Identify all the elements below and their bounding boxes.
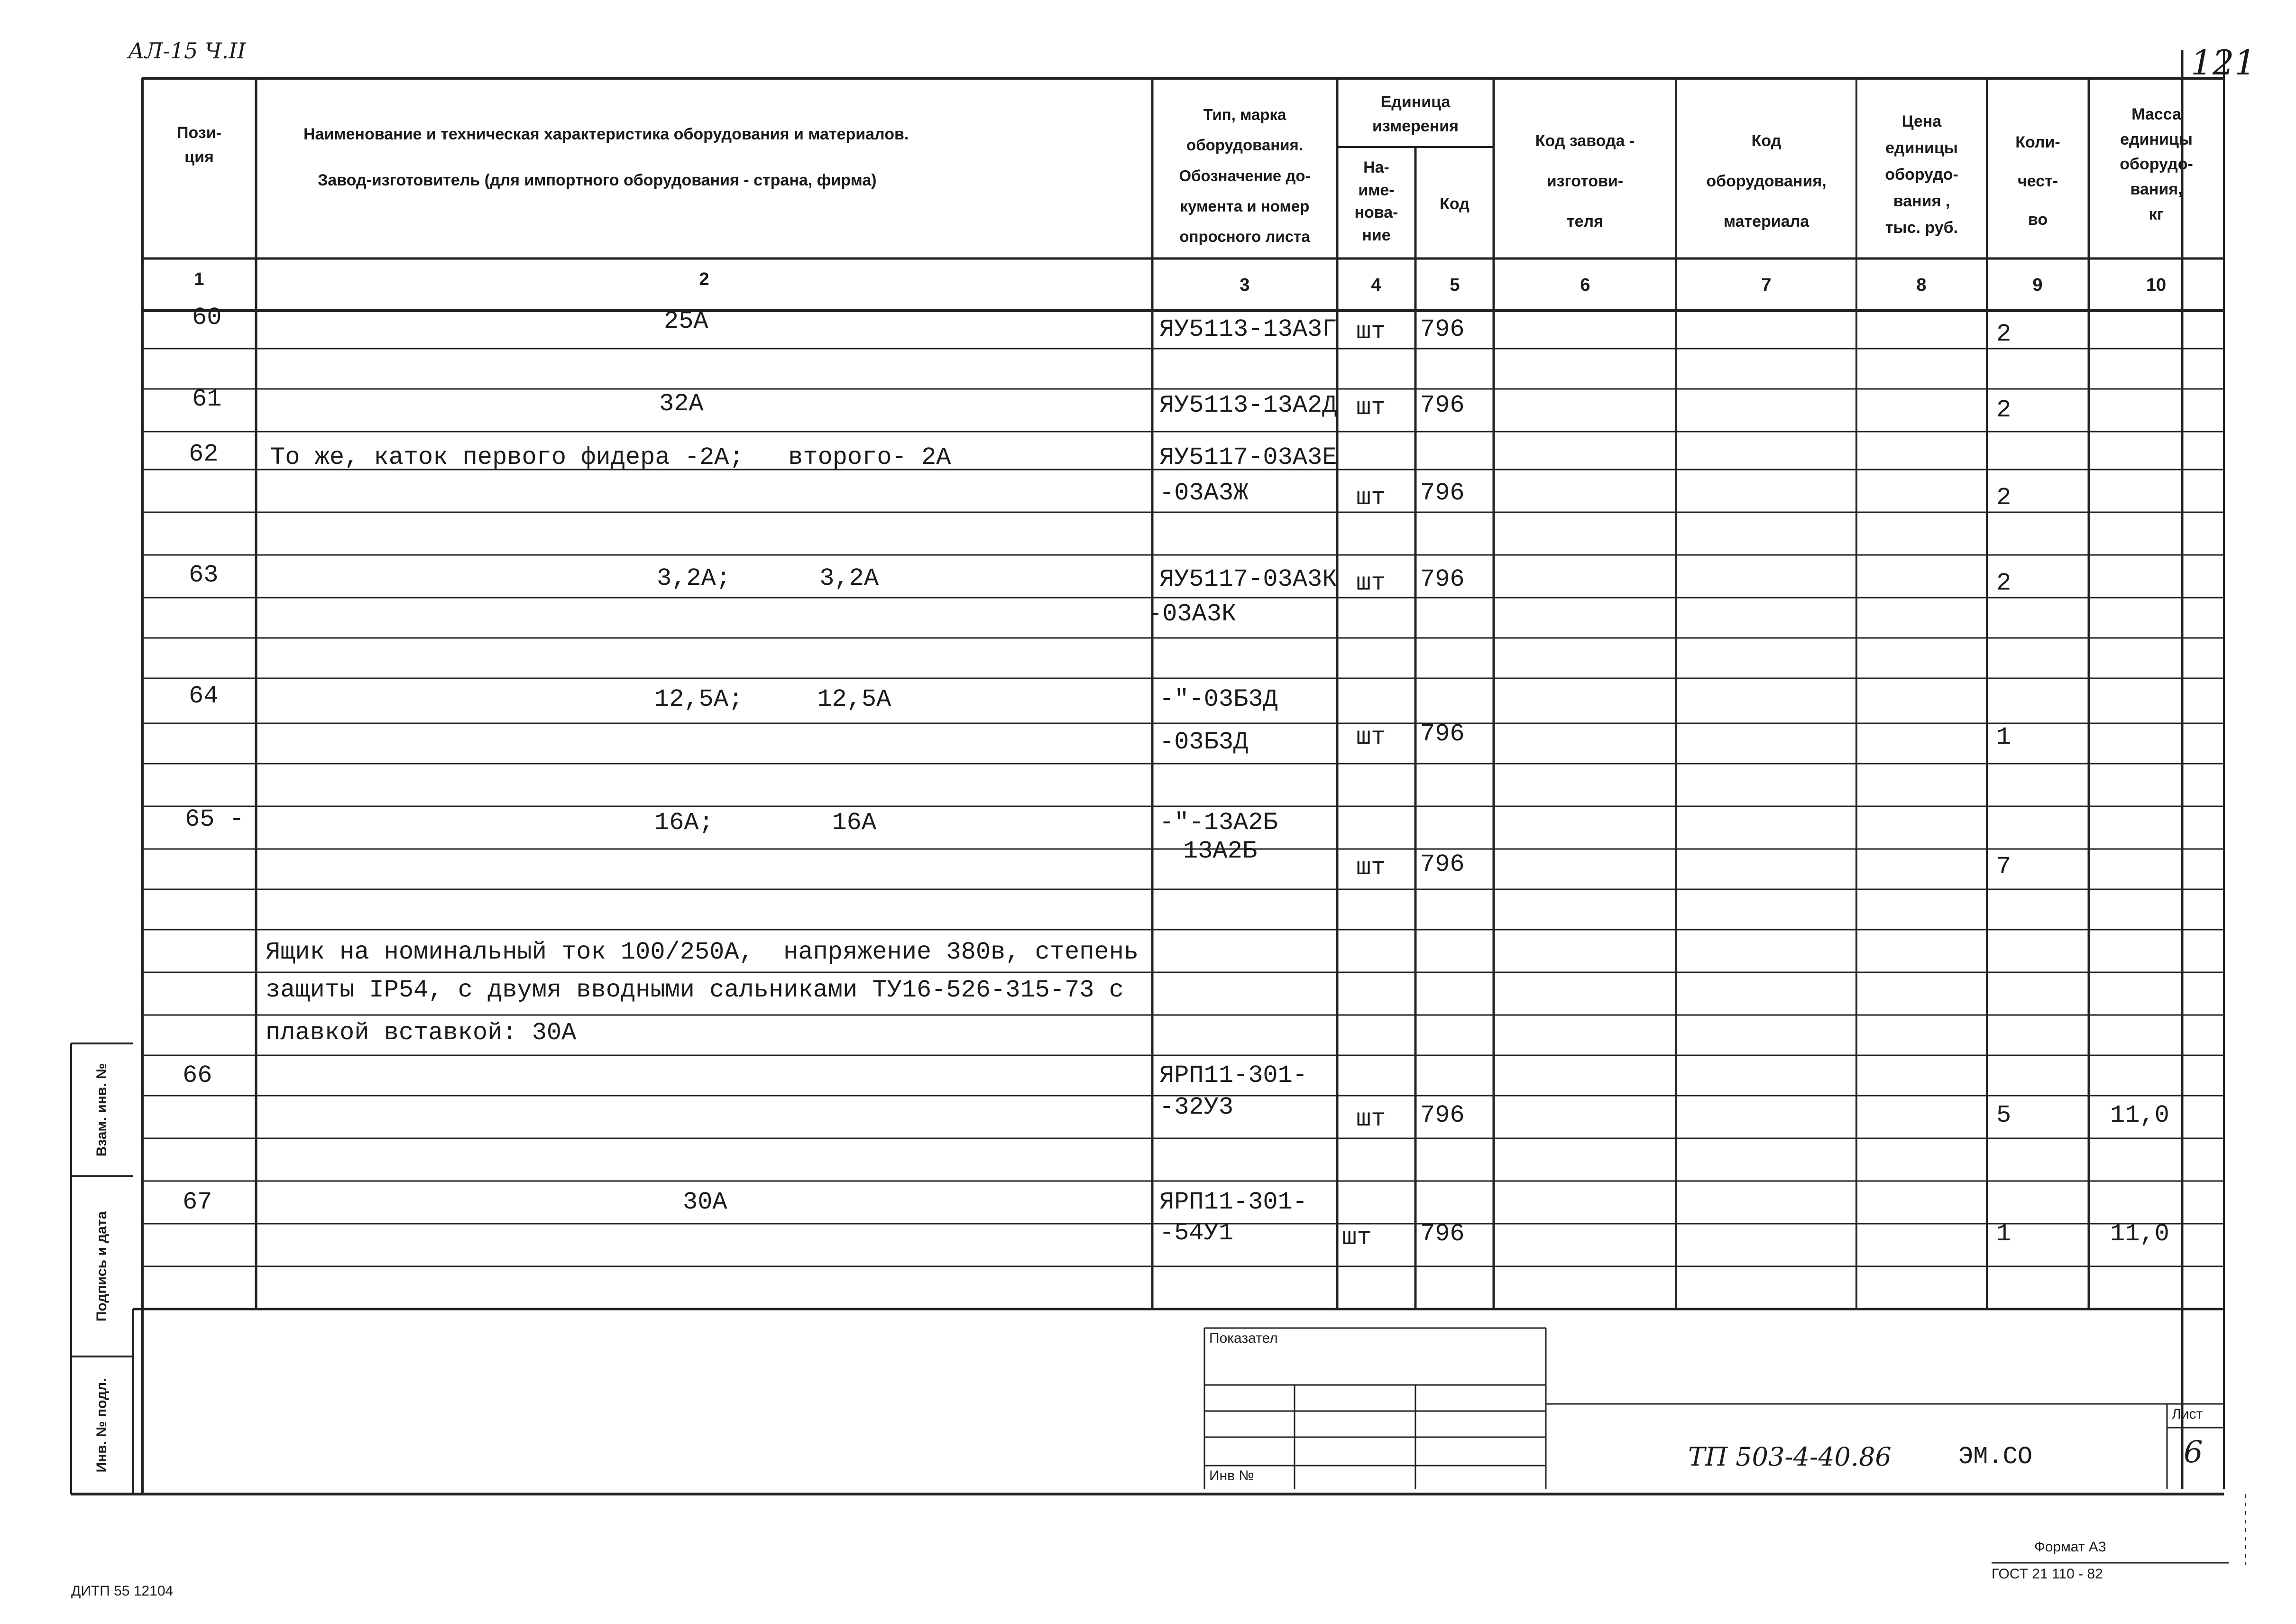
row-code: 796 xyxy=(1420,720,1465,748)
row-name: 12,5А; 12,5А xyxy=(654,685,891,713)
stamp-doc-code: ТП 503-4-40.86 xyxy=(1688,1442,1892,1472)
row-type: ЯРП11-301- xyxy=(1159,1188,1308,1216)
row-qty: 2 xyxy=(1996,396,2011,424)
row-type-continued: -03А3Ж xyxy=(1159,479,1249,507)
col-number-4: 4 xyxy=(1371,275,1381,295)
stamp-sheet-label: Лист xyxy=(2172,1406,2203,1422)
row-qty: 5 xyxy=(1996,1101,2011,1129)
doc-ref-handwritten: АЛ-15 Ч.II xyxy=(128,38,246,64)
row-unit: шт xyxy=(1356,318,1386,346)
row-type-continued: 13А2Б xyxy=(1183,837,1258,865)
box-description-line3: плавкой вставкой: 30А xyxy=(266,1019,577,1047)
header-unit-group: Единица измерения xyxy=(1372,93,1459,135)
row-code: 796 xyxy=(1420,850,1465,878)
row-qty: 1 xyxy=(1996,723,2011,751)
header-unit-code: Код xyxy=(1440,195,1469,213)
row-name: 32А xyxy=(659,390,704,418)
header-mass: Масса единицы оборудо- вания, кг xyxy=(2120,105,2193,223)
row-position: 65 - xyxy=(185,805,244,833)
row-unit: шт xyxy=(1356,723,1386,751)
row-type: ЯРП11-301- xyxy=(1159,1061,1308,1089)
row-type: -"-13А2Б xyxy=(1159,809,1278,837)
row-code: 796 xyxy=(1420,479,1465,507)
side-label-original-inv: Инв. № подл. xyxy=(94,1378,110,1473)
sheet-number-handwritten: 121 xyxy=(2191,43,2256,83)
col-number-10: 10 xyxy=(2146,275,2167,295)
row-code: 796 xyxy=(1420,315,1465,343)
row-unit: шт xyxy=(1356,854,1386,882)
side-label-signature-date: Подпись и дата xyxy=(94,1211,110,1322)
row-position: 67 xyxy=(183,1188,212,1216)
row-position: 60 xyxy=(192,304,222,332)
row-code: 796 xyxy=(1420,391,1465,419)
col-number-3: 3 xyxy=(1240,275,1250,295)
row-name: 16А; 16А xyxy=(654,809,877,837)
header-position: Пози- ция xyxy=(177,124,221,166)
row-type: -"-03Б3Д xyxy=(1159,685,1278,713)
col-number-9: 9 xyxy=(2032,275,2043,295)
box-description-line2: защиты IP54, с двумя вводными сальниками ТУ16-526-315-73 с xyxy=(266,976,1124,1004)
footer-ditp: ДИТП 55 12104 xyxy=(71,1583,174,1599)
stamp-inv-label: Инв № xyxy=(1209,1468,1254,1484)
row-unit: шт xyxy=(1356,1105,1386,1133)
row-mass: 11,0 xyxy=(2110,1220,2169,1248)
row-position: 64 xyxy=(189,682,219,710)
col-number-8: 8 xyxy=(1916,275,1927,295)
header-unit-name: На- име- нова- ние xyxy=(1354,158,1398,244)
footer-format: Формат А3 xyxy=(2034,1539,2106,1555)
footer-gost: ГОСТ 21 110 - 82 xyxy=(1992,1566,2103,1582)
row-type: ЯУ5117-03А3Е xyxy=(1159,443,1337,471)
row-qty: 2 xyxy=(1996,569,2011,597)
header-price: Цена единицы оборудо- вания , тыс. руб. xyxy=(1885,112,1958,237)
row-unit: шт xyxy=(1356,484,1386,512)
stamp-indicator-label: Показател xyxy=(1209,1330,1278,1346)
header-type: Тип, марка оборудования. Обозначение до- кумента и номер опросного листа xyxy=(1179,106,1311,246)
header-equipment-code: Код оборудования, материала xyxy=(1706,132,1827,231)
row-mass: 11,0 xyxy=(2110,1101,2169,1129)
row-type: ЯУ5113-13А2Д xyxy=(1159,391,1337,419)
row-name: 3,2А; 3,2А xyxy=(657,564,879,592)
row-type-continued: -32У3 xyxy=(1159,1093,1234,1121)
row-type-continued: -54У1 xyxy=(1159,1219,1234,1247)
header-quantity: Коли- чест- во xyxy=(2015,133,2060,229)
row-type-continued: -03Б3Д xyxy=(1159,728,1249,756)
row-unit: шт xyxy=(1356,394,1386,422)
col-number-6: 6 xyxy=(1580,275,1590,295)
row-position: 66 xyxy=(183,1061,212,1089)
col-number-1: 1 xyxy=(194,269,204,289)
row-type: ЯУ5117-03А3К xyxy=(1159,565,1337,593)
header-name-line1: Наименование и техническая характеристика оборудования и материалов. xyxy=(303,125,909,143)
row-type-continued: -03А3К xyxy=(1148,600,1237,628)
side-label-replacement-inv: Взам. инв. № xyxy=(94,1063,110,1157)
row-code: 796 xyxy=(1420,1220,1465,1248)
row-qty: 7 xyxy=(1996,853,2011,881)
row-unit: шт xyxy=(1356,569,1386,597)
col-number-2: 2 xyxy=(699,269,709,289)
row-code: 796 xyxy=(1420,565,1465,593)
stamp-sheet-value: 6 xyxy=(2184,1435,2203,1470)
box-description-line1: Ящик на номинальный ток 100/250А, напряжение 380в, степень xyxy=(266,938,1139,966)
row-name: То же, каток первого фидера -2А; второго- 2А xyxy=(270,443,951,471)
row-name: 25А xyxy=(664,307,708,335)
row-position: 62 xyxy=(189,440,219,468)
row-position: 61 xyxy=(192,385,222,413)
stamp-section: ЭМ.СО xyxy=(1958,1443,2033,1471)
row-position: 63 xyxy=(189,561,219,589)
row-unit: шт xyxy=(1342,1224,1372,1252)
header-name-line2: Завод-изготовитель (для импортного оборудования - страна, фирма) xyxy=(318,171,877,189)
row-qty: 1 xyxy=(1996,1220,2011,1248)
header-plant-code: Код завода - изготови- теля xyxy=(1535,132,1635,231)
col-number-5: 5 xyxy=(1450,275,1460,295)
row-code: 796 xyxy=(1420,1101,1465,1129)
row-type: ЯУ5113-13А3Г xyxy=(1159,315,1337,343)
row-qty: 2 xyxy=(1996,320,2011,348)
row-qty: 2 xyxy=(1996,484,2011,512)
col-number-7: 7 xyxy=(1761,275,1772,295)
row-name: 30А xyxy=(683,1188,727,1216)
